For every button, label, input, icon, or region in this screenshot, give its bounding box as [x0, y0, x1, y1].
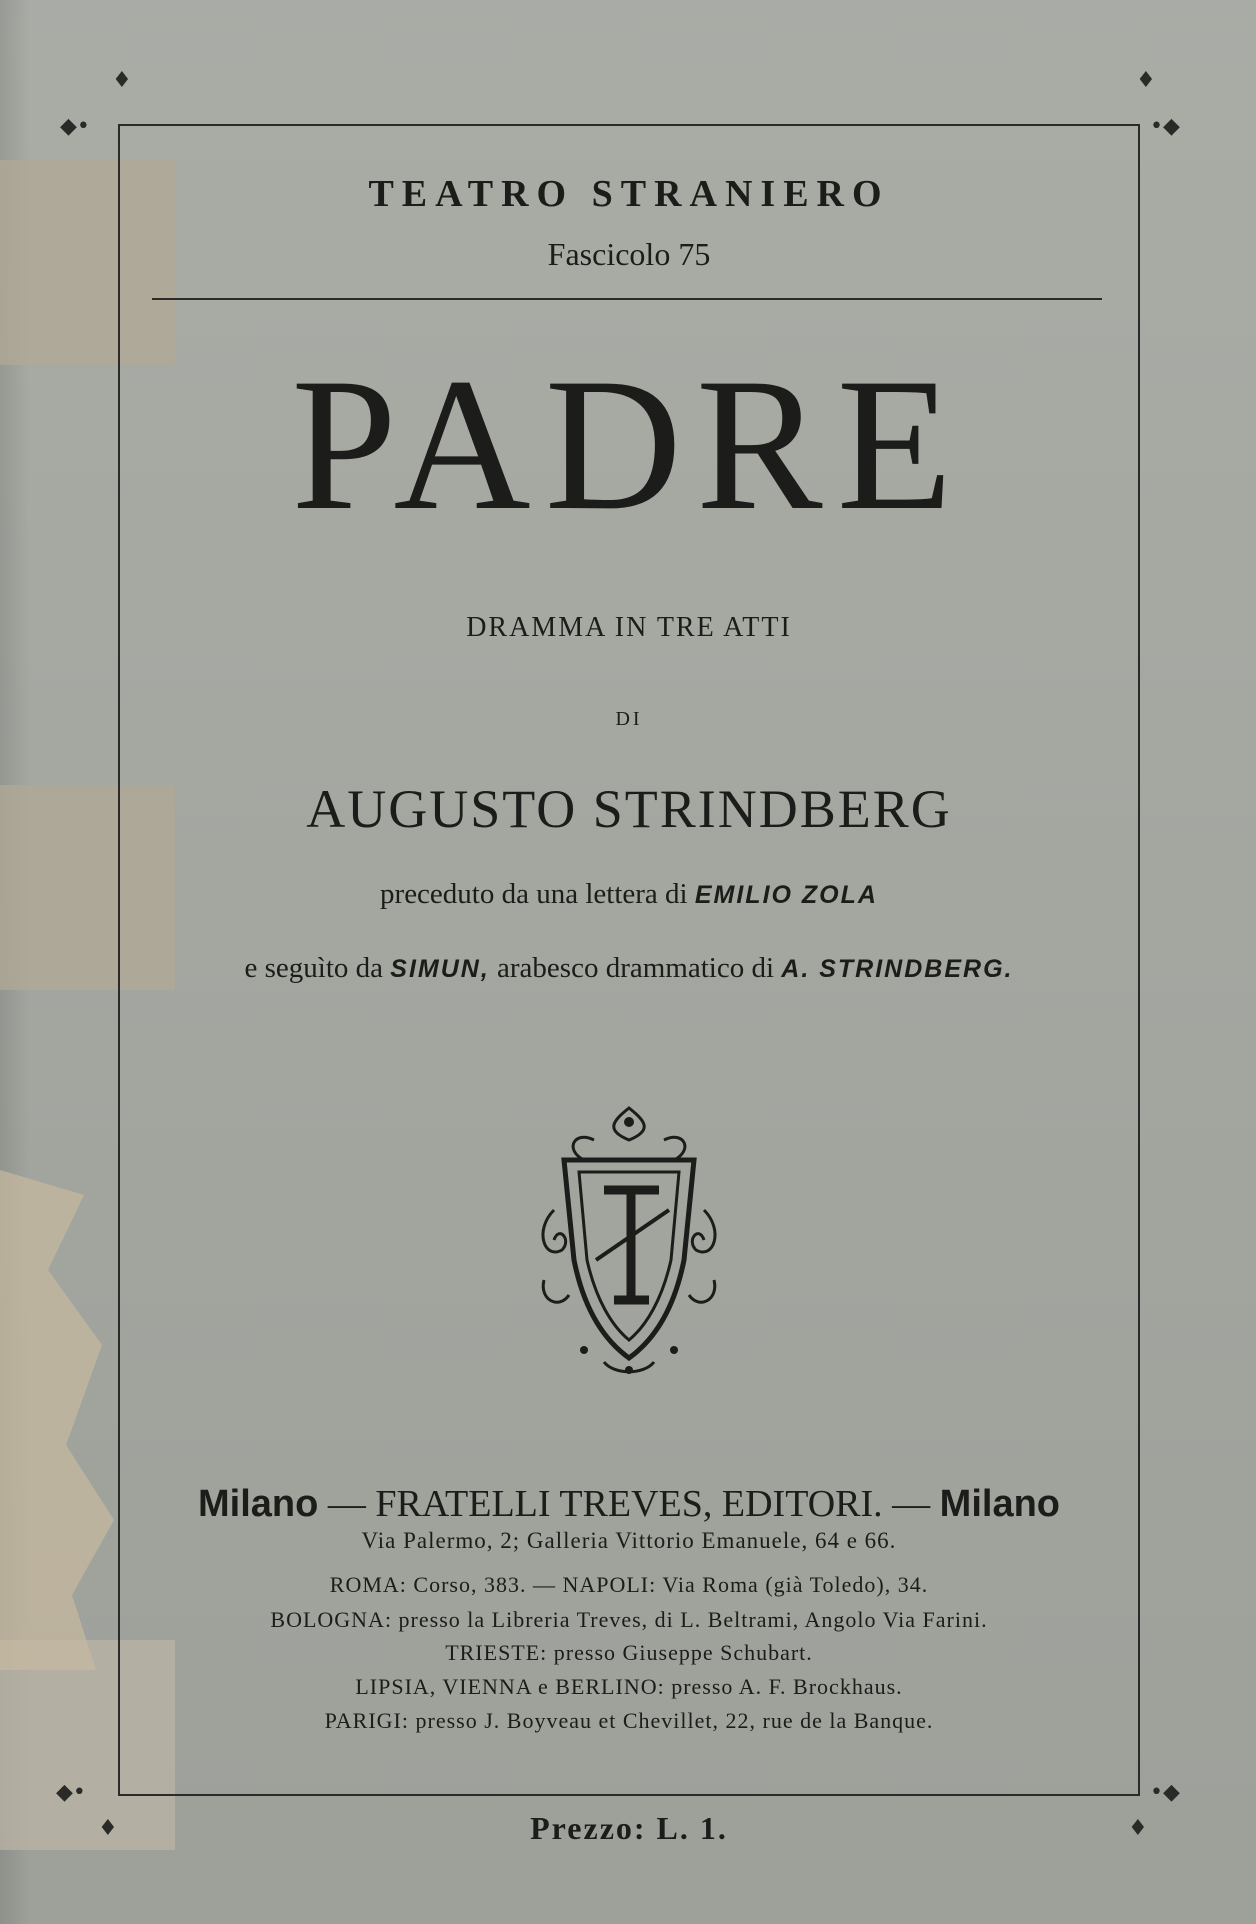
- publisher-name: — FRATELLI TREVES, EDITORI. —: [327, 1483, 931, 1525]
- series-title: TEATRO STRANIERO: [368, 173, 890, 215]
- branch-line: PARIGI: presso J. Boyveau et Chevillet, 22, rue de la Banque.: [324, 1708, 934, 1733]
- subtitle: DRAMMA IN TRE ATTI: [466, 612, 792, 643]
- followed-text-2: arabesco drammatico di: [497, 952, 775, 984]
- author-name: AUGUSTO STRINDBERG: [306, 779, 952, 839]
- publisher-crest-icon: [534, 1100, 724, 1380]
- header-rule: [152, 298, 1102, 300]
- torn-edge: [0, 1170, 120, 1670]
- publisher-city-right: Milano: [939, 1483, 1060, 1525]
- corner-ornament-icon: ◆•: [56, 1780, 86, 1805]
- branch-line: LIPSIA, VIENNA e BERLINO: presso A. F. Brockhaus.: [355, 1674, 903, 1699]
- second-work-title: SIMUN,: [390, 955, 490, 983]
- second-work-author: A. STRINDBERG.: [781, 955, 1014, 983]
- corner-ornament-icon: ♦: [112, 68, 132, 93]
- branch-line: BOLOGNA: presso la Libreria Treves, di L. Beltrami, Angolo Via Farini.: [270, 1607, 988, 1632]
- branch-line: TRIESTE: presso Giuseppe Schubart.: [445, 1640, 813, 1665]
- publisher-line: [118, 1482, 1140, 1526]
- price: Prezzo: L. 1.: [530, 1810, 728, 1846]
- corner-ornament-icon: ♦: [1136, 68, 1156, 93]
- preface-author: EMILIO ZOLA: [694, 881, 878, 909]
- corner-ornament-icon: •◆: [1150, 1780, 1180, 1805]
- by-line: DI: [615, 708, 643, 730]
- publisher-address: Via Palermo, 2; Galleria Vittorio Emanuele, 64 e 66.: [361, 1528, 897, 1553]
- corner-ornament-icon: •◆: [1150, 114, 1180, 139]
- preceded-line: [118, 878, 1140, 911]
- followed-text-1: e seguìto da: [244, 952, 384, 984]
- publisher-city-left: Milano: [197, 1483, 319, 1525]
- preceded-text: preceduto da una lettera di: [380, 878, 688, 910]
- corner-ornament-icon: ◆•: [60, 114, 90, 139]
- corner-ornament-icon: ♦: [1128, 1816, 1148, 1841]
- followed-line: [118, 952, 1140, 985]
- corner-ornament-icon: ♦: [98, 1816, 118, 1841]
- fascicle-number: Fascicolo 75: [547, 236, 711, 272]
- branch-line: ROMA: Corso, 383. — NAPOLI: Via Roma (già Toledo), 34.: [329, 1572, 929, 1597]
- book-title: PADRE: [291, 340, 967, 550]
